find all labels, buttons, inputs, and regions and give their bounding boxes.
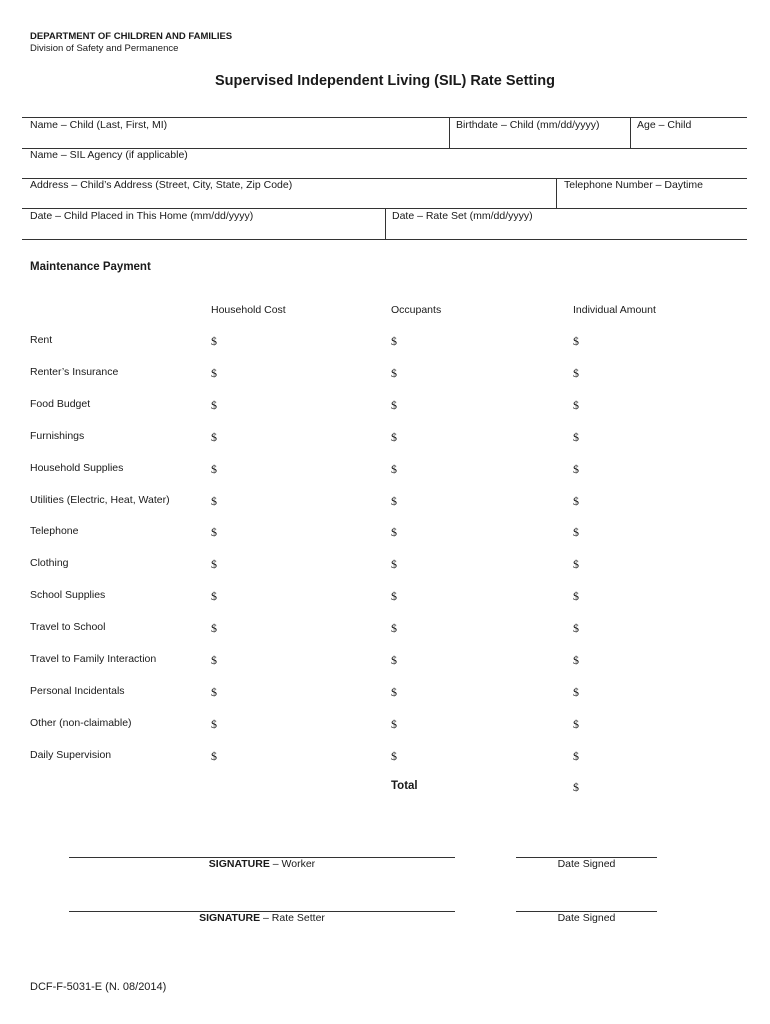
amount-field-household-cost[interactable]: $ xyxy=(211,589,217,603)
row-label: Clothing xyxy=(30,557,69,569)
amount-field-individual-amount[interactable]: $ xyxy=(573,621,579,635)
amount-field-occupants[interactable]: $ xyxy=(391,589,397,603)
total-amount-field[interactable]: $ xyxy=(573,780,579,794)
amount-field-individual-amount[interactable]: $ xyxy=(573,398,579,412)
amount-field-individual-amount[interactable]: $ xyxy=(573,589,579,603)
maintenance-heading: Maintenance Payment xyxy=(30,261,151,273)
column-header-occupants: Occupants xyxy=(391,304,442,316)
row-label: School Supplies xyxy=(30,589,106,601)
amount-field-occupants[interactable]: $ xyxy=(391,749,397,763)
row-label: Food Budget xyxy=(30,398,91,410)
amount-field-individual-amount[interactable]: $ xyxy=(573,717,579,731)
grid-divider xyxy=(556,178,557,208)
amount-field-occupants[interactable]: $ xyxy=(391,398,397,412)
age-field[interactable]: Age – Child xyxy=(637,119,692,131)
column-header-household-cost: Household Cost xyxy=(211,304,286,316)
date-rate-set-field[interactable]: Date – Rate Set (mm/dd/yyyy) xyxy=(392,210,533,222)
amount-field-household-cost[interactable]: $ xyxy=(211,462,217,476)
amount-field-household-cost[interactable]: $ xyxy=(211,430,217,444)
worker-signature-role: – Worker xyxy=(269,858,316,870)
amount-field-individual-amount[interactable]: $ xyxy=(573,334,579,348)
setter-date-caption: Date Signed xyxy=(557,912,616,924)
amount-field-household-cost[interactable]: $ xyxy=(211,334,217,348)
amount-field-household-cost[interactable]: $ xyxy=(211,621,217,635)
worker-date-caption: Date Signed xyxy=(557,858,616,870)
row-label: Personal Incidentals xyxy=(30,685,125,697)
sil-agency-field[interactable]: Name – SIL Agency (if applicable) xyxy=(30,149,188,161)
telephone-field[interactable]: Telephone Number – Daytime xyxy=(564,179,703,191)
amount-field-household-cost[interactable]: $ xyxy=(211,653,217,667)
amount-field-individual-amount[interactable]: $ xyxy=(573,366,579,380)
row-label: Renter’s Insurance xyxy=(30,366,119,378)
department-name: DEPARTMENT OF CHILDREN AND FAMILIES xyxy=(30,31,233,42)
row-label: Utilities (Electric, Heat, Water) xyxy=(30,494,170,506)
amount-field-household-cost[interactable]: $ xyxy=(211,749,217,763)
amount-field-occupants[interactable]: $ xyxy=(391,621,397,635)
row-label: Travel to Family Interaction xyxy=(30,653,157,665)
setter-signature-bold: SIGNATURE xyxy=(199,912,261,924)
amount-field-household-cost[interactable]: $ xyxy=(211,398,217,412)
grid-bottom-line xyxy=(22,239,747,240)
amount-field-individual-amount[interactable]: $ xyxy=(573,462,579,476)
setter-signature-role: – Rate Setter xyxy=(260,912,325,924)
amount-field-occupants[interactable]: $ xyxy=(391,462,397,476)
amount-field-household-cost[interactable]: $ xyxy=(211,366,217,380)
amount-field-occupants[interactable]: $ xyxy=(391,494,397,508)
row-label: Telephone xyxy=(30,525,79,537)
amount-field-occupants[interactable]: $ xyxy=(391,334,397,348)
division-name: Division of Safety and Permanence xyxy=(30,43,179,54)
amount-field-individual-amount[interactable]: $ xyxy=(573,525,579,539)
date-placed-field[interactable]: Date – Child Placed in This Home (mm/dd/yyyy) xyxy=(30,210,254,222)
amount-field-household-cost[interactable]: $ xyxy=(211,717,217,731)
row-label: Travel to School xyxy=(30,621,106,633)
grid-divider xyxy=(385,208,386,239)
amount-field-individual-amount[interactable]: $ xyxy=(573,749,579,763)
grid-divider xyxy=(630,117,631,148)
amount-field-household-cost[interactable]: $ xyxy=(211,685,217,699)
amount-field-individual-amount[interactable]: $ xyxy=(573,557,579,571)
page-title: Supervised Independent Living (SIL) Rate Setting xyxy=(215,73,555,89)
grid-divider xyxy=(449,117,450,148)
amount-field-individual-amount[interactable]: $ xyxy=(573,430,579,444)
total-label: Total xyxy=(391,780,418,792)
amount-field-occupants[interactable]: $ xyxy=(391,557,397,571)
amount-field-occupants[interactable]: $ xyxy=(391,430,397,444)
row-label: Daily Supervision xyxy=(30,749,112,761)
worker-signature-caption xyxy=(69,858,455,870)
amount-field-occupants[interactable]: $ xyxy=(391,525,397,539)
amount-field-household-cost[interactable]: $ xyxy=(211,557,217,571)
birthdate-field[interactable]: Birthdate – Child (mm/dd/yyyy) xyxy=(456,119,600,131)
grid-top-line xyxy=(22,117,747,118)
setter-signature-caption xyxy=(69,912,455,924)
worker-signature-bold: SIGNATURE xyxy=(208,858,270,870)
amount-field-occupants[interactable]: $ xyxy=(391,653,397,667)
amount-field-household-cost[interactable]: $ xyxy=(211,494,217,508)
row-label: Rent xyxy=(30,334,53,346)
amount-field-occupants[interactable]: $ xyxy=(391,685,397,699)
row-label: Household Supplies xyxy=(30,462,124,474)
amount-field-household-cost[interactable]: $ xyxy=(211,525,217,539)
amount-field-individual-amount[interactable]: $ xyxy=(573,685,579,699)
amount-field-individual-amount[interactable]: $ xyxy=(573,494,579,508)
row-label: Furnishings xyxy=(30,430,85,442)
column-header-individual-amount: Individual Amount xyxy=(573,304,656,316)
amount-field-occupants[interactable]: $ xyxy=(391,366,397,380)
form-id: DCF-F-5031-E (N. 08/2014) xyxy=(30,981,167,993)
address-field[interactable]: Address – Child’s Address (Street, City, State, Zip Code) xyxy=(30,179,293,191)
name-child-field[interactable]: Name – Child (Last, First, MI) xyxy=(30,119,168,131)
row-label: Other (non-claimable) xyxy=(30,717,132,729)
amount-field-occupants[interactable]: $ xyxy=(391,717,397,731)
amount-field-individual-amount[interactable]: $ xyxy=(573,653,579,667)
